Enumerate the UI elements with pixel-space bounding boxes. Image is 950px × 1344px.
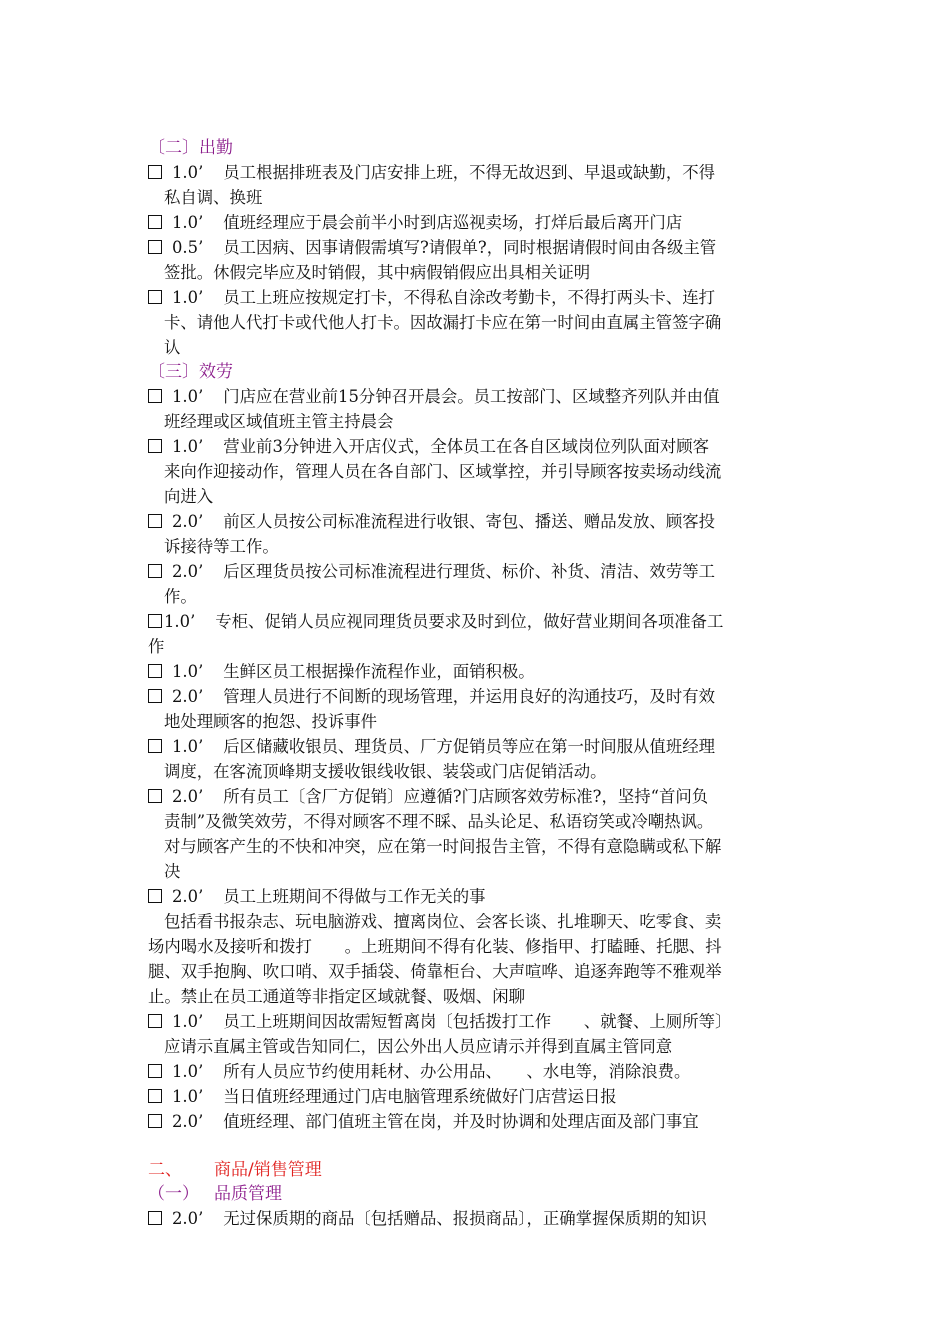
item-text: 员工因病、因事请假需填写?请假单?，同时根据请假时间由各级主管 (223, 238, 717, 257)
checklist-item (148, 559, 828, 584)
checkbox-icon (148, 215, 162, 229)
checklist-item (148, 1206, 828, 1231)
checkbox-icon (148, 389, 162, 403)
checkbox-icon (148, 290, 162, 304)
item-text: 营业前3分钟进入开店仪式，全体员工在各自区域岗位列队面对顾客 (223, 437, 710, 456)
subsection-number: （一） (148, 1184, 199, 1204)
item-continuation: 对与顾客产生的不快和冲突，应在第一时间报告主管，不得有意隐瞒或私下解 (164, 837, 722, 856)
item-text: 专柜、促销人员应视同理货员要求及时到位，做好营业期间各项准备工 (215, 612, 724, 631)
chapter-number: 二、 (148, 1160, 182, 1180)
item-continuation: 应请示直属主管或告知同仁，因公外出人员应请示并得到直属主管同意 (164, 1037, 673, 1056)
item-score: 2.0’ (172, 1209, 204, 1228)
chapter-heading (148, 1158, 828, 1182)
paragraph-line: 包括看书报杂志、玩电脑游戏、擅离岗位、会客长谈、扎堆聊天、吃零食、卖 (164, 912, 722, 931)
checkbox-icon (148, 240, 162, 254)
item-text: 所有员工〔含厂方促销〕应遵循?门店顾客效劳标准?，坚持“首问负 (223, 787, 709, 806)
item-score: 2.0’ (172, 887, 204, 906)
item-text: 员工上班期间因故需短暂离岗〔包括拨打工作 、就餐、上厕所等〕 (223, 1012, 732, 1031)
section-heading-service: 〔三〕效劳 (148, 362, 233, 382)
checkbox-icon (148, 1114, 162, 1128)
item-text: 当日值班经理通过门店电脑管理系统做好门店营运日报 (223, 1087, 617, 1106)
item-continuation: 责制”及微笑效劳，不得对顾客不理不睬、品头论足、私语窃笑或冷嘲热讽。 (164, 812, 714, 831)
item-continuation: 作。 (164, 587, 197, 606)
checkbox-icon (148, 889, 162, 903)
checklist-item (148, 609, 828, 634)
checkbox-icon (148, 789, 162, 803)
item-continuation: 签批。休假完毕应及时销假，其中病假销假应出具相关证明 (164, 263, 591, 282)
item-score: 1.0’ (172, 163, 204, 182)
item-continuation: 诉接待等工作。 (164, 537, 279, 556)
item-score: 1.0’ (172, 737, 204, 756)
item-continuation: 私自调、换班 (164, 188, 263, 207)
checkbox-icon (148, 689, 162, 703)
checkbox-icon (148, 165, 162, 179)
item-score: 2.0’ (172, 562, 204, 581)
item-text: 生鲜区员工根据操作流程作业，面销积极。 (223, 662, 535, 681)
checkbox-icon (148, 1089, 162, 1103)
checkbox-icon (148, 514, 162, 528)
checklist-item (148, 384, 828, 409)
item-score: 1.0’ (172, 1087, 204, 1106)
checkbox-icon (148, 564, 162, 578)
checkbox-icon (148, 664, 162, 678)
checklist-item (148, 285, 828, 310)
checkbox-icon (148, 1211, 162, 1225)
item-continuation: 调度，在客流顶峰期支援收银线收银、装袋或门店促销活动。 (164, 762, 607, 781)
item-continuation: 班经理或区域值班主管主持晨会 (164, 412, 394, 431)
checklist-item (148, 1084, 828, 1109)
item-score: 2.0’ (172, 1112, 204, 1131)
checkbox-icon (148, 439, 162, 453)
item-continuation: 地处理顾客的抱怨、投诉事件 (164, 712, 378, 731)
item-score: 1.0’ (172, 662, 204, 681)
checklist-item (148, 734, 828, 759)
item-continuation: 认 (164, 338, 181, 357)
paragraph-line: 场内喝水及接听和拨打 。上班期间不得有化装、修指甲、打瞌睡、托腮、抖 (148, 937, 722, 956)
checklist-item (148, 210, 828, 235)
item-text: 值班经理应于晨会前半小时到店巡视卖场，打烊后最后离开门店 (223, 213, 683, 232)
checklist-item (148, 1009, 828, 1034)
item-text: 门店应在营业前15分钟召开晨会。员工按部门、区域整齐列队并由值 (223, 387, 720, 406)
item-score: 0.5’ (172, 238, 204, 257)
checklist-item (148, 659, 828, 684)
checklist-item (148, 160, 828, 185)
item-text: 后区理货员按公司标准流程进行理货、标价、补货、清洁、效劳等工 (223, 562, 715, 581)
item-continuation: 作 (148, 637, 165, 656)
item-score: 1.0’ (172, 437, 204, 456)
item-score: 1.0’ (172, 213, 204, 232)
item-score: 2.0’ (172, 687, 204, 706)
subsection-heading (148, 1182, 828, 1206)
item-text: 值班经理、部门值班主管在岗，并及时协调和处理店面及部门事宜 (223, 1112, 699, 1131)
item-continuation: 来向作迎接动作，管理人员在各自部门、区域掌控，并引导顾客按卖场动线流 (164, 462, 722, 481)
item-continuation: 决 (164, 862, 181, 881)
item-text: 员工根据排班表及门店安排上班，不得无故迟到、早退或缺勤，不得 (223, 163, 715, 182)
item-score: 2.0’ (172, 787, 204, 806)
checklist-item (148, 884, 828, 909)
item-text: 无过保质期的商品〔包括赠品、报损商品〕，正确掌握保质期的知识 (223, 1209, 707, 1228)
paragraph-line: 腿、双手抱胸、吹口哨、双手插袋、倚靠柜台、大声喧哗、追逐奔跑等不雅观举 (148, 962, 722, 981)
checklist-item (148, 509, 828, 534)
item-text: 管理人员进行不间断的现场管理，并运用良好的沟通技巧，及时有效 (223, 687, 715, 706)
checklist-item (148, 434, 828, 459)
checklist-item (148, 1059, 828, 1084)
item-score: 1.0’ (172, 1012, 204, 1031)
item-text: 员工上班期间不得做与工作无关的事 (223, 887, 486, 906)
item-score: 1.0’ (172, 387, 204, 406)
item-score: 1.0’ (172, 288, 204, 307)
document-page (148, 136, 828, 1231)
item-text: 前区人员按公司标准流程进行收银、寄包、播送、赠品发放、顾客投 (223, 512, 715, 531)
chapter-title: 商品/销售管理 (214, 1160, 322, 1180)
item-text: 所有人员应节约使用耗材、办公用品、 、水电等，消除浪费。 (223, 1062, 691, 1081)
subsection-title: 品质管理 (214, 1184, 282, 1204)
item-continuation: 卡、请他人代打卡或代他人打卡。因故漏打卡应在第一时间由直属主管签字确 (164, 313, 722, 332)
item-continuation: 向进入 (164, 487, 214, 506)
checkbox-icon (148, 1014, 162, 1028)
item-text: 员工上班应按规定打卡，不得私自涂改考勤卡，不得打两头卡、连打 (223, 288, 715, 307)
checkbox-icon (148, 1064, 162, 1078)
checklist-item (148, 684, 828, 709)
item-text: 后区储藏收银员、理货员、厂方促销员等应在第一时间服从值班经理 (223, 737, 715, 756)
item-score: 1.0’ (164, 612, 196, 631)
checklist-item (148, 784, 828, 809)
item-score: 2.0’ (172, 512, 204, 531)
checklist-item (148, 1109, 828, 1134)
checklist-item (148, 235, 828, 260)
section-heading-attendance: 〔二〕出勤 (148, 138, 233, 158)
checkbox-icon (148, 739, 162, 753)
paragraph-line: 止。禁止在员工通道等非指定区域就餐、吸烟、闲聊 (148, 987, 525, 1006)
checkbox-icon (148, 614, 162, 628)
item-score: 1.0’ (172, 1062, 204, 1081)
